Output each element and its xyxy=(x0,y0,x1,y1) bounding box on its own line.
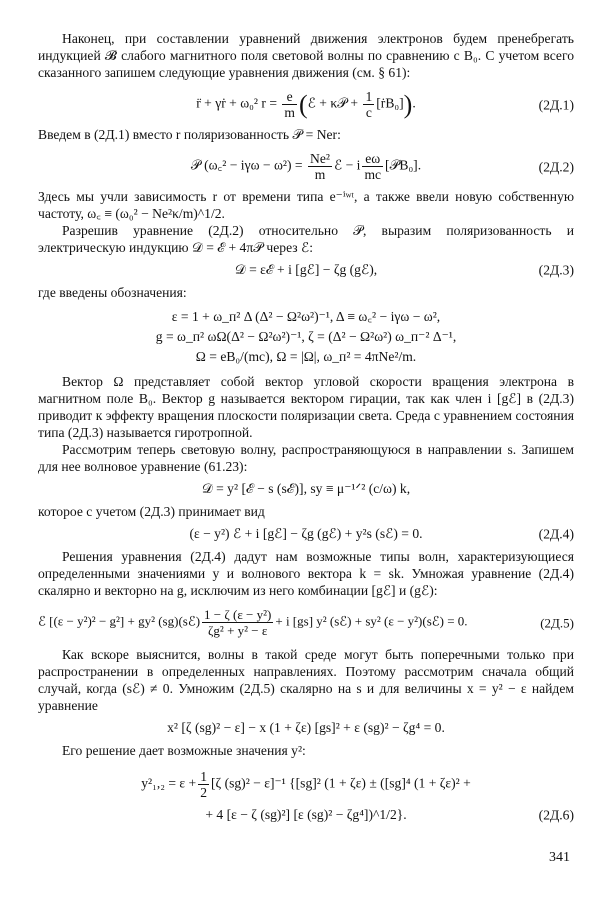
equation-wave: 𝒟 = y² [ℰ − s (sℰ)], sy ≡ μ⁻¹ᐟ² (c/ω) k, xyxy=(201,481,411,496)
paragraph-transverse: Как вскоре выяснится, волны в такой среде могут быть поперечными только при распространении в определенных направлениях. Поэтому рассмотрим сначала общий случай, когда (sℰ) ≠ 0. Умножим (2Д.5) скалярно на s и для величины x = y² − ε найдем уравнение xyxy=(38,647,574,713)
page-content xyxy=(38,30,574,829)
paragraph-resolve: Разрешив уравнение (2Д.2) относительно 𝒫, выразим поляризованность и электрическую индукцию 𝒟 = ℰ + 4π𝒫 через ℰ: xyxy=(38,223,574,255)
eq2-mid: ℰ − i xyxy=(333,157,361,173)
paragraph-time-dependence: Здесь мы учли зависимость r от времени типа e⁻ⁱʷᵗ, а также ввели новую собственную частоту, ω꜀ ≡ (ω₀² − Ne²κ/m)^1/2. xyxy=(38,189,574,221)
paragraph-takes-form: которое с учетом (2Д.3) принимает вид xyxy=(38,504,265,519)
equation-2d3: 𝒟 = εℰ + i [gℰ] − ζg (gℰ), (2Д.3) xyxy=(234,262,574,277)
paragraph-gyration: Вектор Ω представляет собой вектор угловой скорости вращения электрона в магнитном поле B₀. Вектор g называется вектором гирации, так как член i [gℰ] в (2Д.3) приводит к эффекту вращения плоскости поляризации света. Среда с уравнением состояния типа (2Д.3) называется гиротропной. xyxy=(38,374,574,440)
eq6-part-b: [ζ (sg)² − ε]⁻¹ {[sg]² (1 + ζε) ± ([sg]⁴ (1 + ζε)² + xyxy=(211,775,471,791)
eq2-frac2: $\frac{e\omega}{mc}$ xyxy=(364,151,382,182)
definition-omega: Ω = eB₀/(mc), Ω = |Ω|, ω_п² = 4πNe²/m. xyxy=(195,349,417,364)
equation-2d5 xyxy=(38,607,574,638)
definition-g-zeta: g = ω_п² ωΩ(Δ² − Ω²ω²)⁻¹, ζ = (Δ² − Ω²ω²) ω_п⁻² Δ⁻¹, xyxy=(155,329,457,344)
notation-definitions xyxy=(38,307,574,367)
eq6-part-a: y²₁,₂ = ε + xyxy=(141,775,197,791)
equation-x: x² [ζ (sg)² − ε] − x (1 + ζε) [gs]² + ε (sg)² − ζg⁴ = 0. xyxy=(167,720,445,735)
paragraph-wave: Рассмотрим теперь световую волну, распространяющуюся в направлении s. Запишем для нее волновое уравнение (61.23): xyxy=(38,442,574,474)
definition-epsilon: ε = 1 + ω_п² Δ (Δ² − Ω²ω²)⁻¹, Δ ≡ ω꜀² − iγω − ω², xyxy=(171,309,441,324)
equation-number-2d1: (2Д.1) xyxy=(538,97,574,112)
eq6-frac: $\frac{1}{2}$ xyxy=(200,769,208,800)
eq5-part-a: ℰ [(ε − y²)² − g²] + gy² (sg)(sℰ) xyxy=(38,613,201,629)
eq1-frac2: $\frac{1}{c}$ xyxy=(365,89,373,120)
paragraph-solution-gives: Его решение дает возможные значения y²: xyxy=(62,743,306,758)
eq1-frac: $\frac{e}{m}$ xyxy=(284,89,295,120)
equation-number-2d2: (2Д.2) xyxy=(538,159,574,174)
paragraph-polarization: Введем в (2Д.1) вместо r поляризованность 𝒫 = Ner: xyxy=(38,127,341,142)
equation-2d6-line1 xyxy=(38,769,574,800)
paragraph-notation: где введены обозначения: xyxy=(38,285,187,300)
paragraph-intro: Наконец, при составлении уравнений движения электронов будем пренебрегать индукцией 𝓑 слабого магнитного поля световой волны по сравнению с B₀. С учетом всего сказанного запишем следующие уравнения движения (см. § 61): xyxy=(38,31,574,80)
equation-number-2d5: (2Д.5) xyxy=(540,615,574,630)
eq5-frac: $\frac{\text{1 − ζ (ε − y²)}}{\text{ζg² + y² − ε}}$ xyxy=(204,607,272,638)
eq1-tail: [ṙB₀] xyxy=(376,95,404,111)
eq1-mid: ℰ + κ𝒫 + xyxy=(307,95,359,111)
eq6-part-c: + 4 [ε − ζ (sg)²] [ε (sg)² − ζg⁴])^1/2}. xyxy=(205,807,407,822)
paragraph-solutions: Решения уравнения (2Д.4) дадут нам возможные типы волн, характеризующиеся определенными значениями y и волнового вектора k = sk. Умножая уравнение (2Д.4) скалярно и векторно на g, исключим из него комбинации [gℰ] и (gℰ): xyxy=(38,549,574,598)
eq5-part-b: + i [gs] y² (sℰ) + sy² (ε − y²)(sℰ) = 0. xyxy=(275,613,468,629)
page-number: 341 xyxy=(549,850,570,865)
equation-2d1: r̈ + γṙ + ω₀² r = $\frac{e}{m}$ (ℰ + κ𝒫 + $\frac{1}{c}$ [ṙB₀]). (2Д.1) xyxy=(196,89,574,120)
eq2-tail: [𝒫B₀]. xyxy=(385,157,422,173)
equation-2d6-line2 xyxy=(38,806,574,823)
eq2-frac: $\frac{\text{Ne²}}{m}$ xyxy=(310,151,330,182)
equation-number-2d4: (2Д.4) xyxy=(538,526,574,541)
eq2-lhs: 𝒫 (ω꜀² − iγω − ω²) = xyxy=(190,157,303,173)
equation-number-2d6: (2Д.6) xyxy=(538,807,574,822)
equation-2d2 xyxy=(38,151,574,182)
equation-number-2d3: (2Д.3) xyxy=(538,262,574,277)
eq1-lhs: r̈ + γṙ + ω₀² r = xyxy=(196,95,277,111)
equation-2d4: (ε − y²) ℰ + i [gℰ] − ζg (gℰ) + y²s (sℰ) = 0. (2Д.4) xyxy=(189,526,574,541)
